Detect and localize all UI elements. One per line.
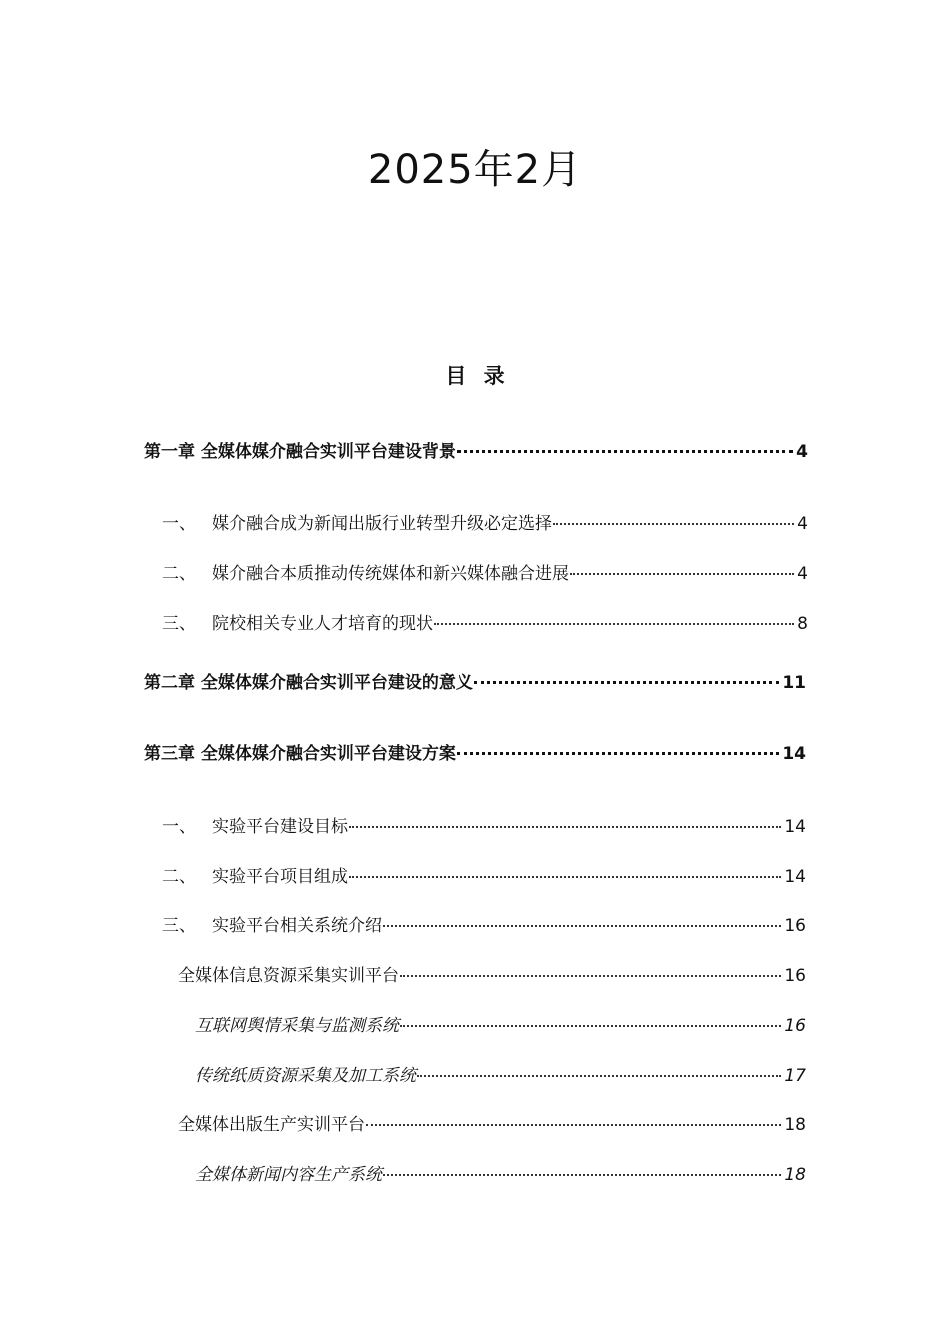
toc-entry-page: 17 [784, 1066, 806, 1086]
toc-leader-dots [383, 1174, 781, 1176]
toc-entry-chapter-3[interactable] [144, 742, 806, 766]
toc-entry-page: 14 [784, 867, 806, 887]
toc-entry-page: 18 [784, 1115, 806, 1135]
toc-entry-chapter-2[interactable] [144, 671, 806, 695]
toc-entry-label: 实验平台相关系统介绍 [212, 916, 382, 936]
toc-entry-label: 第一章 全媒体媒介融合实训平台建设背景 [144, 442, 456, 462]
toc-entry-page: 14 [782, 744, 806, 764]
toc-entry-subsubsection[interactable] [195, 1163, 806, 1187]
toc-leader-dots [474, 681, 779, 684]
toc-entry-section[interactable] [162, 914, 806, 938]
toc-leader-dots [366, 1124, 781, 1126]
toc-entry-number: 一、 [162, 817, 196, 837]
toc-entry-label: 院校相关专业人才培育的现状 [212, 614, 433, 634]
toc-leader-dots [349, 876, 781, 878]
toc-entry-number: 二、 [162, 867, 196, 887]
toc-leader-dots [400, 1025, 781, 1027]
toc-leader-dots [457, 450, 793, 453]
toc-entry-chapter-1[interactable] [144, 440, 808, 464]
toc-leader-dots [434, 623, 794, 625]
toc-entry-label: 实验平台建设目标 [212, 817, 348, 837]
toc-entry-number: 一、 [162, 514, 196, 534]
toc-entry-number: 二、 [162, 564, 196, 584]
toc-entry-label: 传统纸质资源采集及加工系统 [195, 1066, 416, 1086]
toc-entry-label: 全媒体出版生产实训平台 [178, 1115, 365, 1135]
toc-entry-subsection[interactable] [178, 1113, 806, 1137]
toc-entry-section[interactable] [162, 865, 806, 889]
toc-entry-label: 第三章 全媒体媒介融合实训平台建设方案 [144, 744, 456, 764]
toc-entry-label: 互联网舆情采集与监测系统 [195, 1016, 399, 1036]
toc-entry-page: 16 [784, 966, 806, 986]
toc-entry-number: 三、 [162, 614, 196, 634]
toc-entry-label: 实验平台项目组成 [212, 867, 348, 887]
toc-entry-label: 全媒体信息资源采集实训平台 [178, 966, 399, 986]
toc-entry-section[interactable] [162, 815, 806, 839]
toc-entry-subsubsection[interactable] [195, 1064, 806, 1088]
toc-entry-section[interactable] [162, 562, 808, 586]
toc-leader-dots [400, 975, 781, 977]
toc-entry-section[interactable] [162, 612, 808, 636]
toc-entry-page: 16 [784, 1016, 806, 1036]
toc-entry-subsection[interactable] [178, 964, 806, 988]
toc-entry-page: 4 [797, 514, 808, 534]
toc-entry-section[interactable] [162, 512, 808, 536]
toc-entry-label: 媒介融合本质推动传统媒体和新兴媒体融合进展 [212, 564, 569, 584]
toc-entry-label: 第二章 全媒体媒介融合实训平台建设的意义 [144, 673, 473, 693]
toc-leader-dots [383, 925, 781, 927]
toc-entry-page: 11 [782, 673, 806, 693]
toc-entry-page: 16 [784, 916, 806, 936]
toc-leader-dots [349, 826, 781, 828]
toc-entry-page: 4 [796, 442, 808, 462]
toc-title: 目 录 [445, 364, 505, 388]
toc-leader-dots [553, 523, 794, 525]
toc-entry-label: 媒介融合成为新闻出版行业转型升级必定选择 [212, 514, 552, 534]
toc-entry-label: 全媒体新闻内容生产系统 [195, 1165, 382, 1185]
toc-leader-dots [457, 752, 779, 755]
document-date: 2025年2月 [367, 147, 583, 193]
toc-entry-page: 8 [797, 614, 808, 634]
toc-entry-page: 18 [784, 1165, 806, 1185]
toc-leader-dots [570, 573, 794, 575]
toc-entry-subsubsection[interactable] [195, 1014, 806, 1038]
toc-entry-page: 14 [784, 817, 806, 837]
toc-leader-dots [417, 1075, 781, 1077]
toc-entry-number: 三、 [162, 916, 196, 936]
toc-entry-page: 4 [797, 564, 808, 584]
